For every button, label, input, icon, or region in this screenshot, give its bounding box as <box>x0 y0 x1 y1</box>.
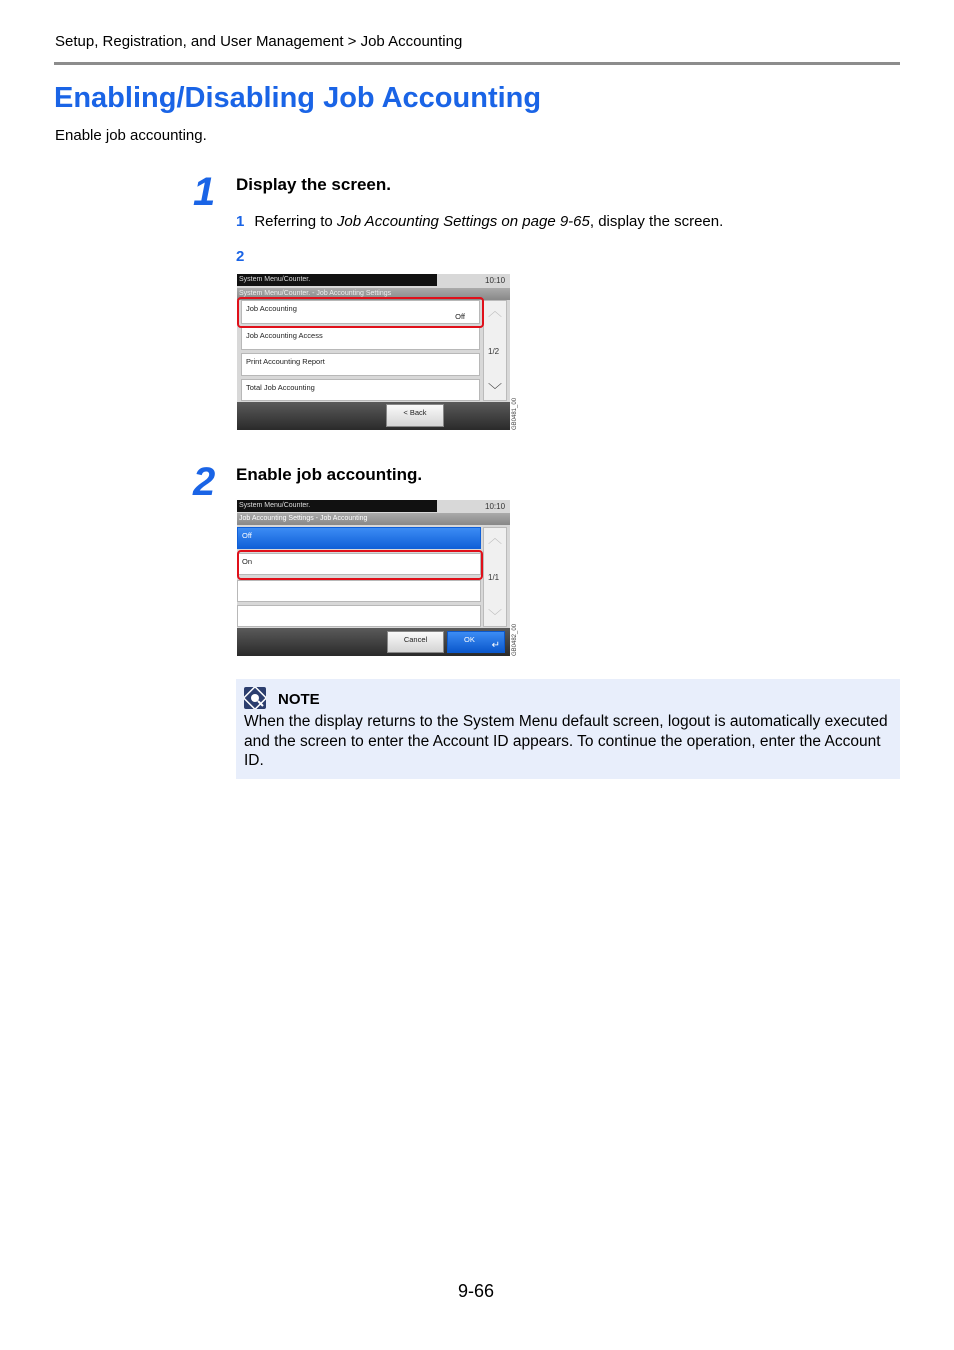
menu-item-print-accounting-report[interactable] <box>241 353 480 376</box>
screen-2-page-indicator: 1/1 <box>488 573 500 582</box>
menu-item-label: Print Accounting Report <box>246 357 325 366</box>
page-number: 9-66 <box>458 1281 495 1301</box>
intro-text: Enable job accounting. <box>55 127 207 144</box>
substep-1-number: 1 <box>236 213 245 230</box>
screen-2-top-bar: System Menu/Counter. <box>237 500 437 512</box>
screen-1-page-indicator: 1/2 <box>488 347 500 356</box>
step-2-number: 2 <box>193 460 216 504</box>
screen-2-subtitle: Job Accounting Settings - Job Accounting <box>237 513 510 525</box>
scroll-up-icon[interactable]: ︿ <box>488 303 502 319</box>
header-divider <box>54 62 900 65</box>
option-off[interactable] <box>237 527 481 549</box>
option-empty-1 <box>237 580 481 602</box>
note-box <box>236 679 900 779</box>
note-text: When the display returns to the System Menu default screen, logout is automatically executed and the screen to enter the Account ID appears. To continue the operation, enter the Account ID. <box>244 713 888 769</box>
screen-2-code: GB0482_00 <box>512 623 518 656</box>
option-label: On <box>242 557 253 566</box>
screen-1-clock: 10:10 <box>485 276 506 285</box>
ok-button-label: OK <box>464 635 475 644</box>
step-1-title: Display the screen. <box>236 175 391 194</box>
substep-1-text-before: Referring to <box>254 213 337 230</box>
highlight-box <box>237 297 484 328</box>
device-screen-2 <box>237 500 510 656</box>
screen-2-clock: 10:10 <box>485 502 506 511</box>
substep-1-text-after: , display the screen. <box>589 213 724 230</box>
page-title: Enabling/Disabling Job Accounting <box>54 82 542 114</box>
back-button[interactable]: < Back <box>386 404 444 427</box>
menu-item-label: Job Accounting <box>246 304 297 313</box>
screen-1-code: GB0481_00 <box>512 397 518 430</box>
menu-item-total-job-accounting[interactable] <box>241 379 480 401</box>
screen-1-top-bar: System Menu/Counter. <box>237 274 437 286</box>
scroll-down-icon[interactable]: ﹀ <box>488 382 502 398</box>
breadcrumb: Setup, Registration, and User Management > Job Accounting <box>55 33 463 50</box>
option-label: Off <box>242 531 252 540</box>
ok-button[interactable] <box>447 631 505 653</box>
note-label: NOTE <box>278 691 320 708</box>
scroll-up-icon[interactable]: ︿ <box>488 530 502 546</box>
screen-1-bottom-bar <box>237 402 510 430</box>
step-1-substep-1 <box>236 213 723 230</box>
menu-item-value: Off <box>455 312 465 321</box>
menu-item-label: Job Accounting Access <box>246 331 323 340</box>
menu-item-label: Total Job Accounting <box>246 383 315 392</box>
cancel-button[interactable]: Cancel <box>387 631 444 653</box>
note-icon <box>244 687 266 709</box>
device-screen-1 <box>237 274 510 430</box>
step-2-title: Enable job accounting. <box>236 465 423 484</box>
step-1-substep-2-number: 2 <box>236 248 245 265</box>
option-empty-2 <box>237 605 481 627</box>
screen-1-subtitle: System Menu/Counter. - Job Accounting Settings <box>237 288 510 300</box>
highlight-box <box>237 550 483 580</box>
enter-icon: ↵ <box>491 640 500 651</box>
step-1-number: 1 <box>193 170 216 214</box>
scroll-down-icon[interactable]: ﹀ <box>488 608 502 624</box>
substep-1-link-text: Job Accounting Settings on page 9-65 <box>336 213 590 230</box>
menu-item-job-accounting-access[interactable] <box>241 327 480 350</box>
